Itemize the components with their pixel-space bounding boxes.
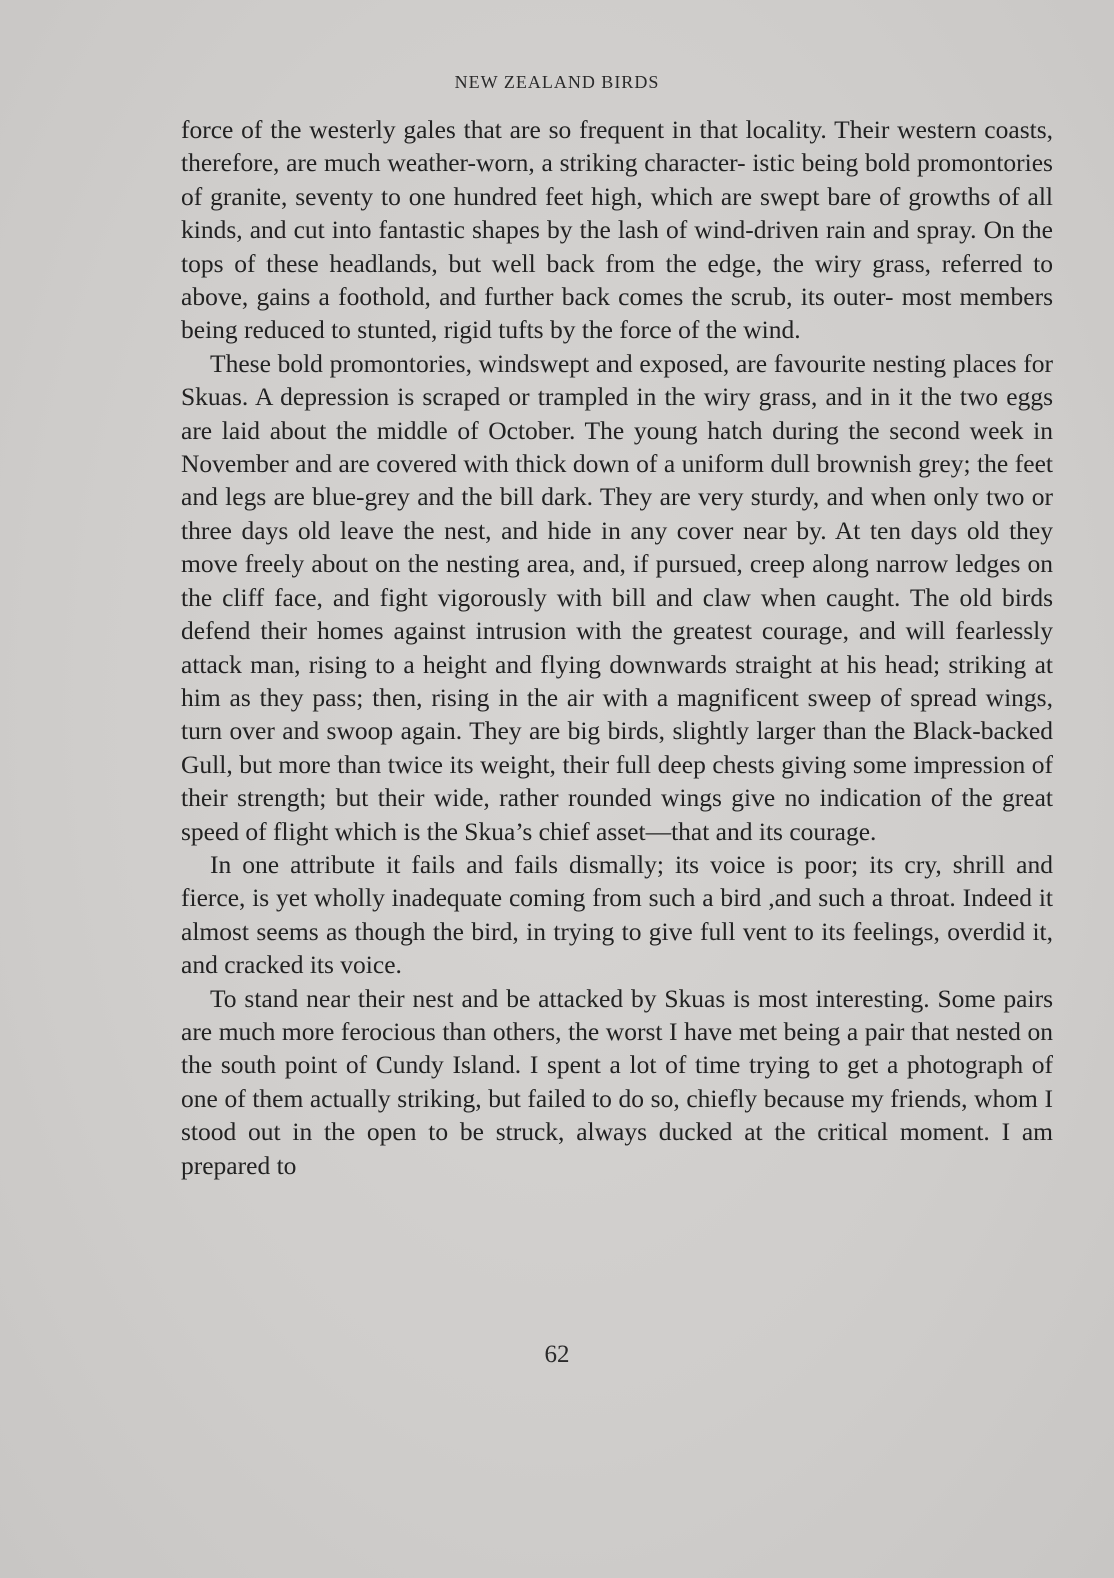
body-text (181, 113, 1053, 1182)
paragraph: These bold promontories, windswept and exposed, are favourite nesting places for Skuas. A depression is scraped or trampled in the wiry grass, and in it the two eggs are laid about the middle of October. The young hatch during the second week in November and are covered with thick down of a uniform dull brownish grey; the feet and legs are blue-grey and the bill dark. They are very sturdy, and when only two or three days old leave the nest, and hide in any cover near by. At ten days old they move freely about on the nesting area, and, if pursued, creep along narrow ledges on the cliff face, and fight vigorously with bill and claw when caught. The old birds defend their homes against intrusion with the greatest courage, and will fearlessly attack man, rising to a height and flying downwards straight at his head; striking at him as they pass; then, rising in the air with a magnificent sweep of spread wings, turn over and swoop again. They are big birds, slightly larger than the Black-backed Gull, but more than twice its weight, their full deep chests giving some impression of their strength; but their wide, rather rounded wings give no indication of the great speed of flight which is the Skua’s chief asset—that and its courage. (181, 348, 1053, 846)
running-head: NEW ZEALAND BIRDS (454, 72, 660, 92)
paragraph: In one attribute it fails and fails dismally; its voice is poor; its cry, shrill and fierce, is yet wholly inadequate coming from such a bird ,and such a throat. Indeed it almost seems as though the bird, in trying to give full vent to its feelings, overdid it, and cracked its voice. (181, 849, 1053, 980)
paragraph: force of the westerly gales that are so frequent in that locality. Their western coasts, therefore, are much weather-worn, a striking character- istic being bold promontories of granite, seventy to one hundred feet high, which are swept bare of growths of all kinds, and cut into fantastic shapes by the lash of wind-driven rain and spray. On the tops of these headlands, but well back from the edge, the wiry grass, referred to above, gains a foothold, and further back comes the scrub, its outer- most members being reduced to stunted, rigid tufts by the force of the wind. (181, 115, 1053, 345)
page-number: 62 (544, 1341, 570, 1368)
paragraph: To stand near their nest and be attacked by Skuas is most interesting. Some pairs are much more ferocious than others, the worst I have met being a pair that nested on the south point of Cundy Island. I spent a lot of time trying to get a photograph of one of them actually striking, but failed to do so, chiefly because my friends, whom I stood out in the open to be struck, always ducked at the critical moment. I am prepared to (181, 983, 1053, 1180)
